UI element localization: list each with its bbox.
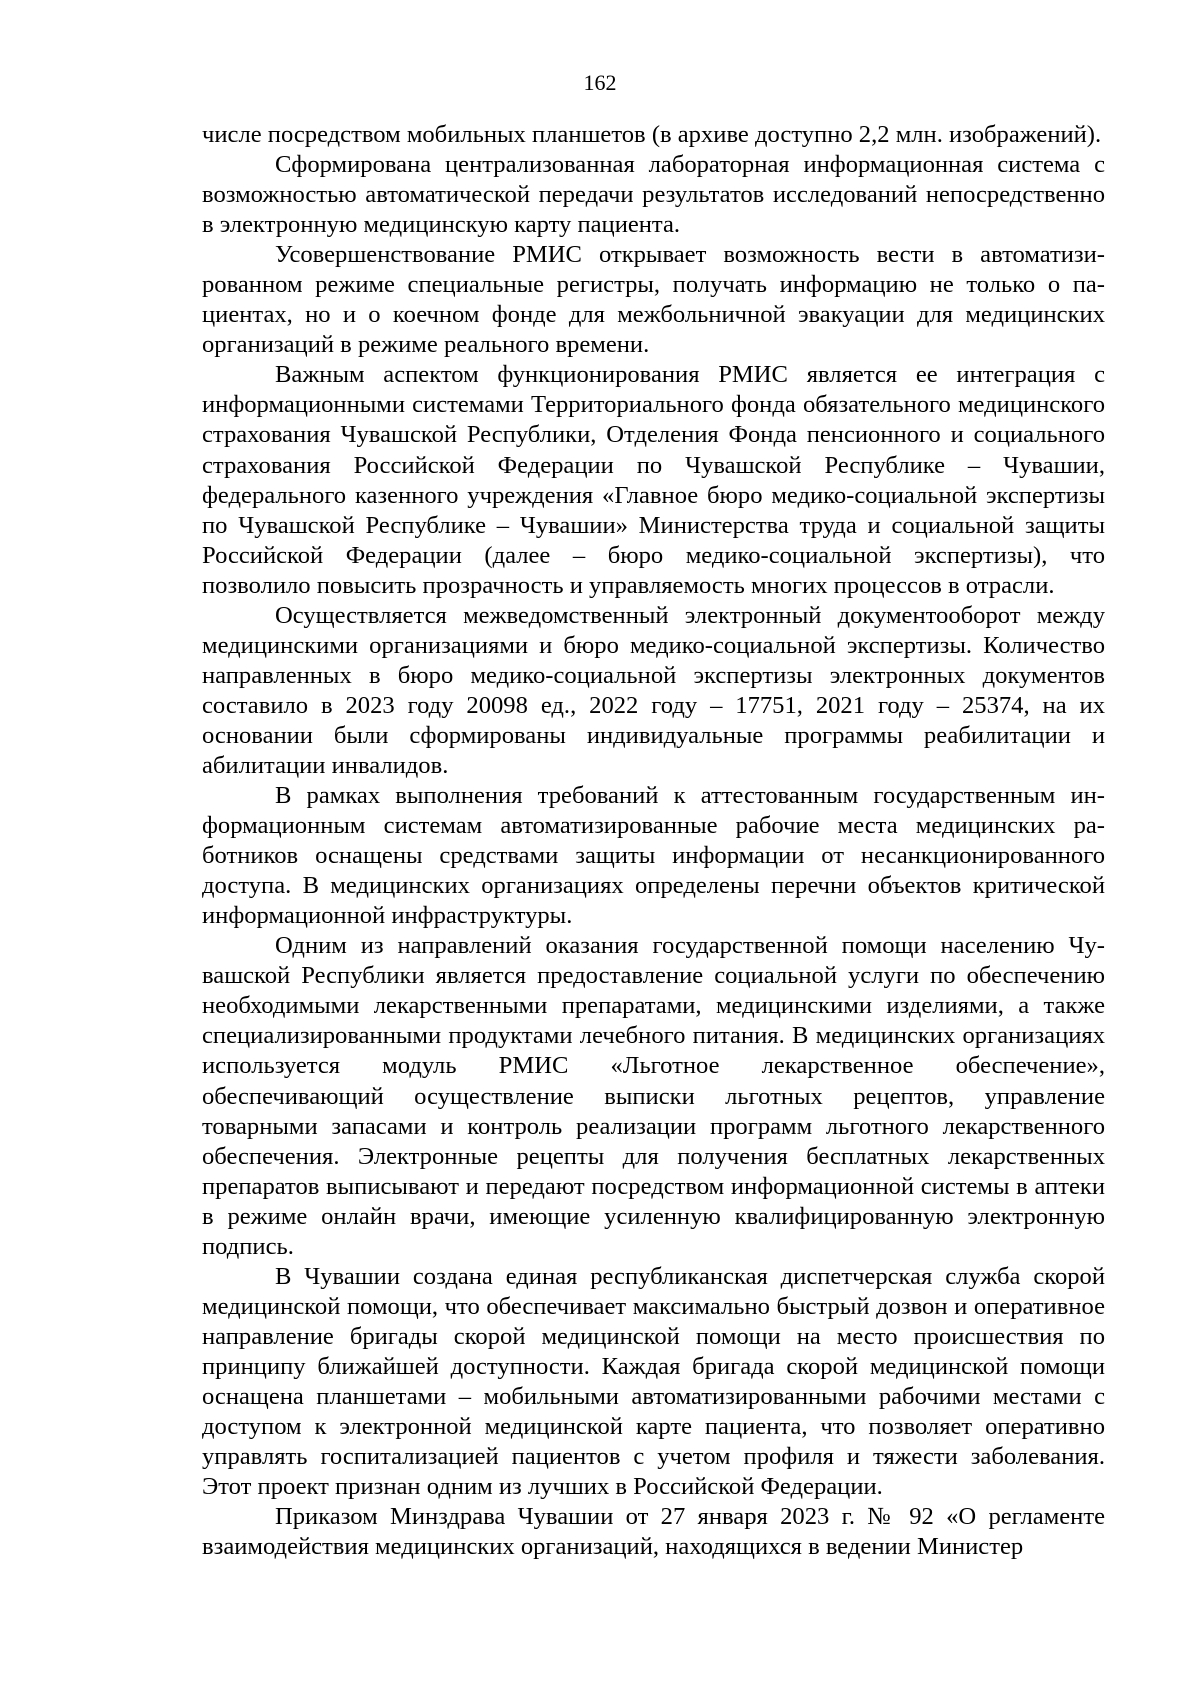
paragraph-ministry-order: Приказом Минздрава Чувашии от 27 января 2023 г. № 92 «О регламенте взаимодействия медицинских организаций, находящихся в ведении Министер — [202, 1503, 1105, 1561]
paragraph-continued: числе посредством мобильных планшетов (в архиве доступно 2,2 млн. изображений). — [202, 121, 1102, 148]
paragraph-information-security: В рамках выполнения требований к аттестованным государственным информационным системам автоматизированные рабочие места медицинских работников оснащены средствами защиты информации от несанкционированного доступа. В медицинских организациях определены перечни объектов критической информационной инфраструктуры. — [202, 782, 1105, 930]
paragraph-document-exchange: Осуществляется межведомственный электронный документооборот между медицинскими организациями и бюро медико-социальной экспертизы. Количество направленных в бюро медико-социальной экспертизы электронных документов составило в 2023 году 20098 ед., 2022 году – 17751, 2021 году – 25374, на их основании были сформированы индивидуальные программы реабилитации и абилитации инвалидов. — [202, 601, 1105, 779]
paragraph-ambulance-service: В Чувашии создана единая республиканская диспетчерская служба скорой медицинской помощи, что обеспечивает максимально быстрый дозвон и оперативное направление бригады скорой медицинской помощи на место происшествия по принципу ближайшей доступности. Каждая бригада скорой медицинской помощи оснащена планшетами – мобильными автоматизированными рабочими местами с доступом к электронной медицинской карте пациента, что позволяет оперативно управлять госпитализацией пациентов с учетом профиля и тяжести заболевания. Этот проект признан одним из лучших в Российской Федерации. — [202, 1262, 1105, 1501]
paragraph-laboratory-system: Сформирована централизованная лабораторная информационная система с возможностью автоматической передачи результатов исследований непосредственно в электронную медицинскую карту пациента. — [202, 151, 1105, 239]
page-number: 162 — [583, 70, 617, 95]
document-body — [202, 120, 1105, 1562]
paragraph-rmis-integration: Важным аспектом функционирования РМИС является ее интеграция с информационными системами Территориального фонда обязательного медицинского страхования Чувашской Республики, Отделения Фонда пенсионного и социального страхования Российской Федерации по Чувашской Республике – Чувашии, федерального казенного учреждения «Главное бюро медико-социальной экспертизы по Чувашской Республике – Чувашии» Министерства труда и социальной защиты Российской Федерации (далее – бюро медико-социальной экспертизы), что позволило повысить прозрачность и управляемость многих процессов в отрасли. — [202, 361, 1105, 599]
paragraph-drug-provision: Одним из направлений оказания государственной помощи населению Чувашской Республики является предоставление социальной услуги по обеспечению необходимыми лекарственными препаратами, медицинскими изделиями, а также специализированными продуктами лечебного питания. В медицинских организациях используется модуль РМИС «Льготное лекарственное обеспечение», обеспечивающий осуществление выписки льготных рецептов, управление товарными запасами и контроль реализации программ льготного лекарственного обеспечения. Электронные рецепты для получения бесплатных лекарственных препаратов выписывают и передают посредством информационной системы в аптеки в режиме онлайн врачи, имеющие усиленную квалифицированную электронную подпись. — [202, 932, 1105, 1260]
paragraph-rmis-improvement: Усовершенствование РМИС открывает возможность вести в автоматизированном режиме специальные регистры, получать информацию не только о пациентах, но и о коечном фонде для межбольничной эвакуации для медицинских организаций в режиме реального времени. — [202, 241, 1105, 359]
